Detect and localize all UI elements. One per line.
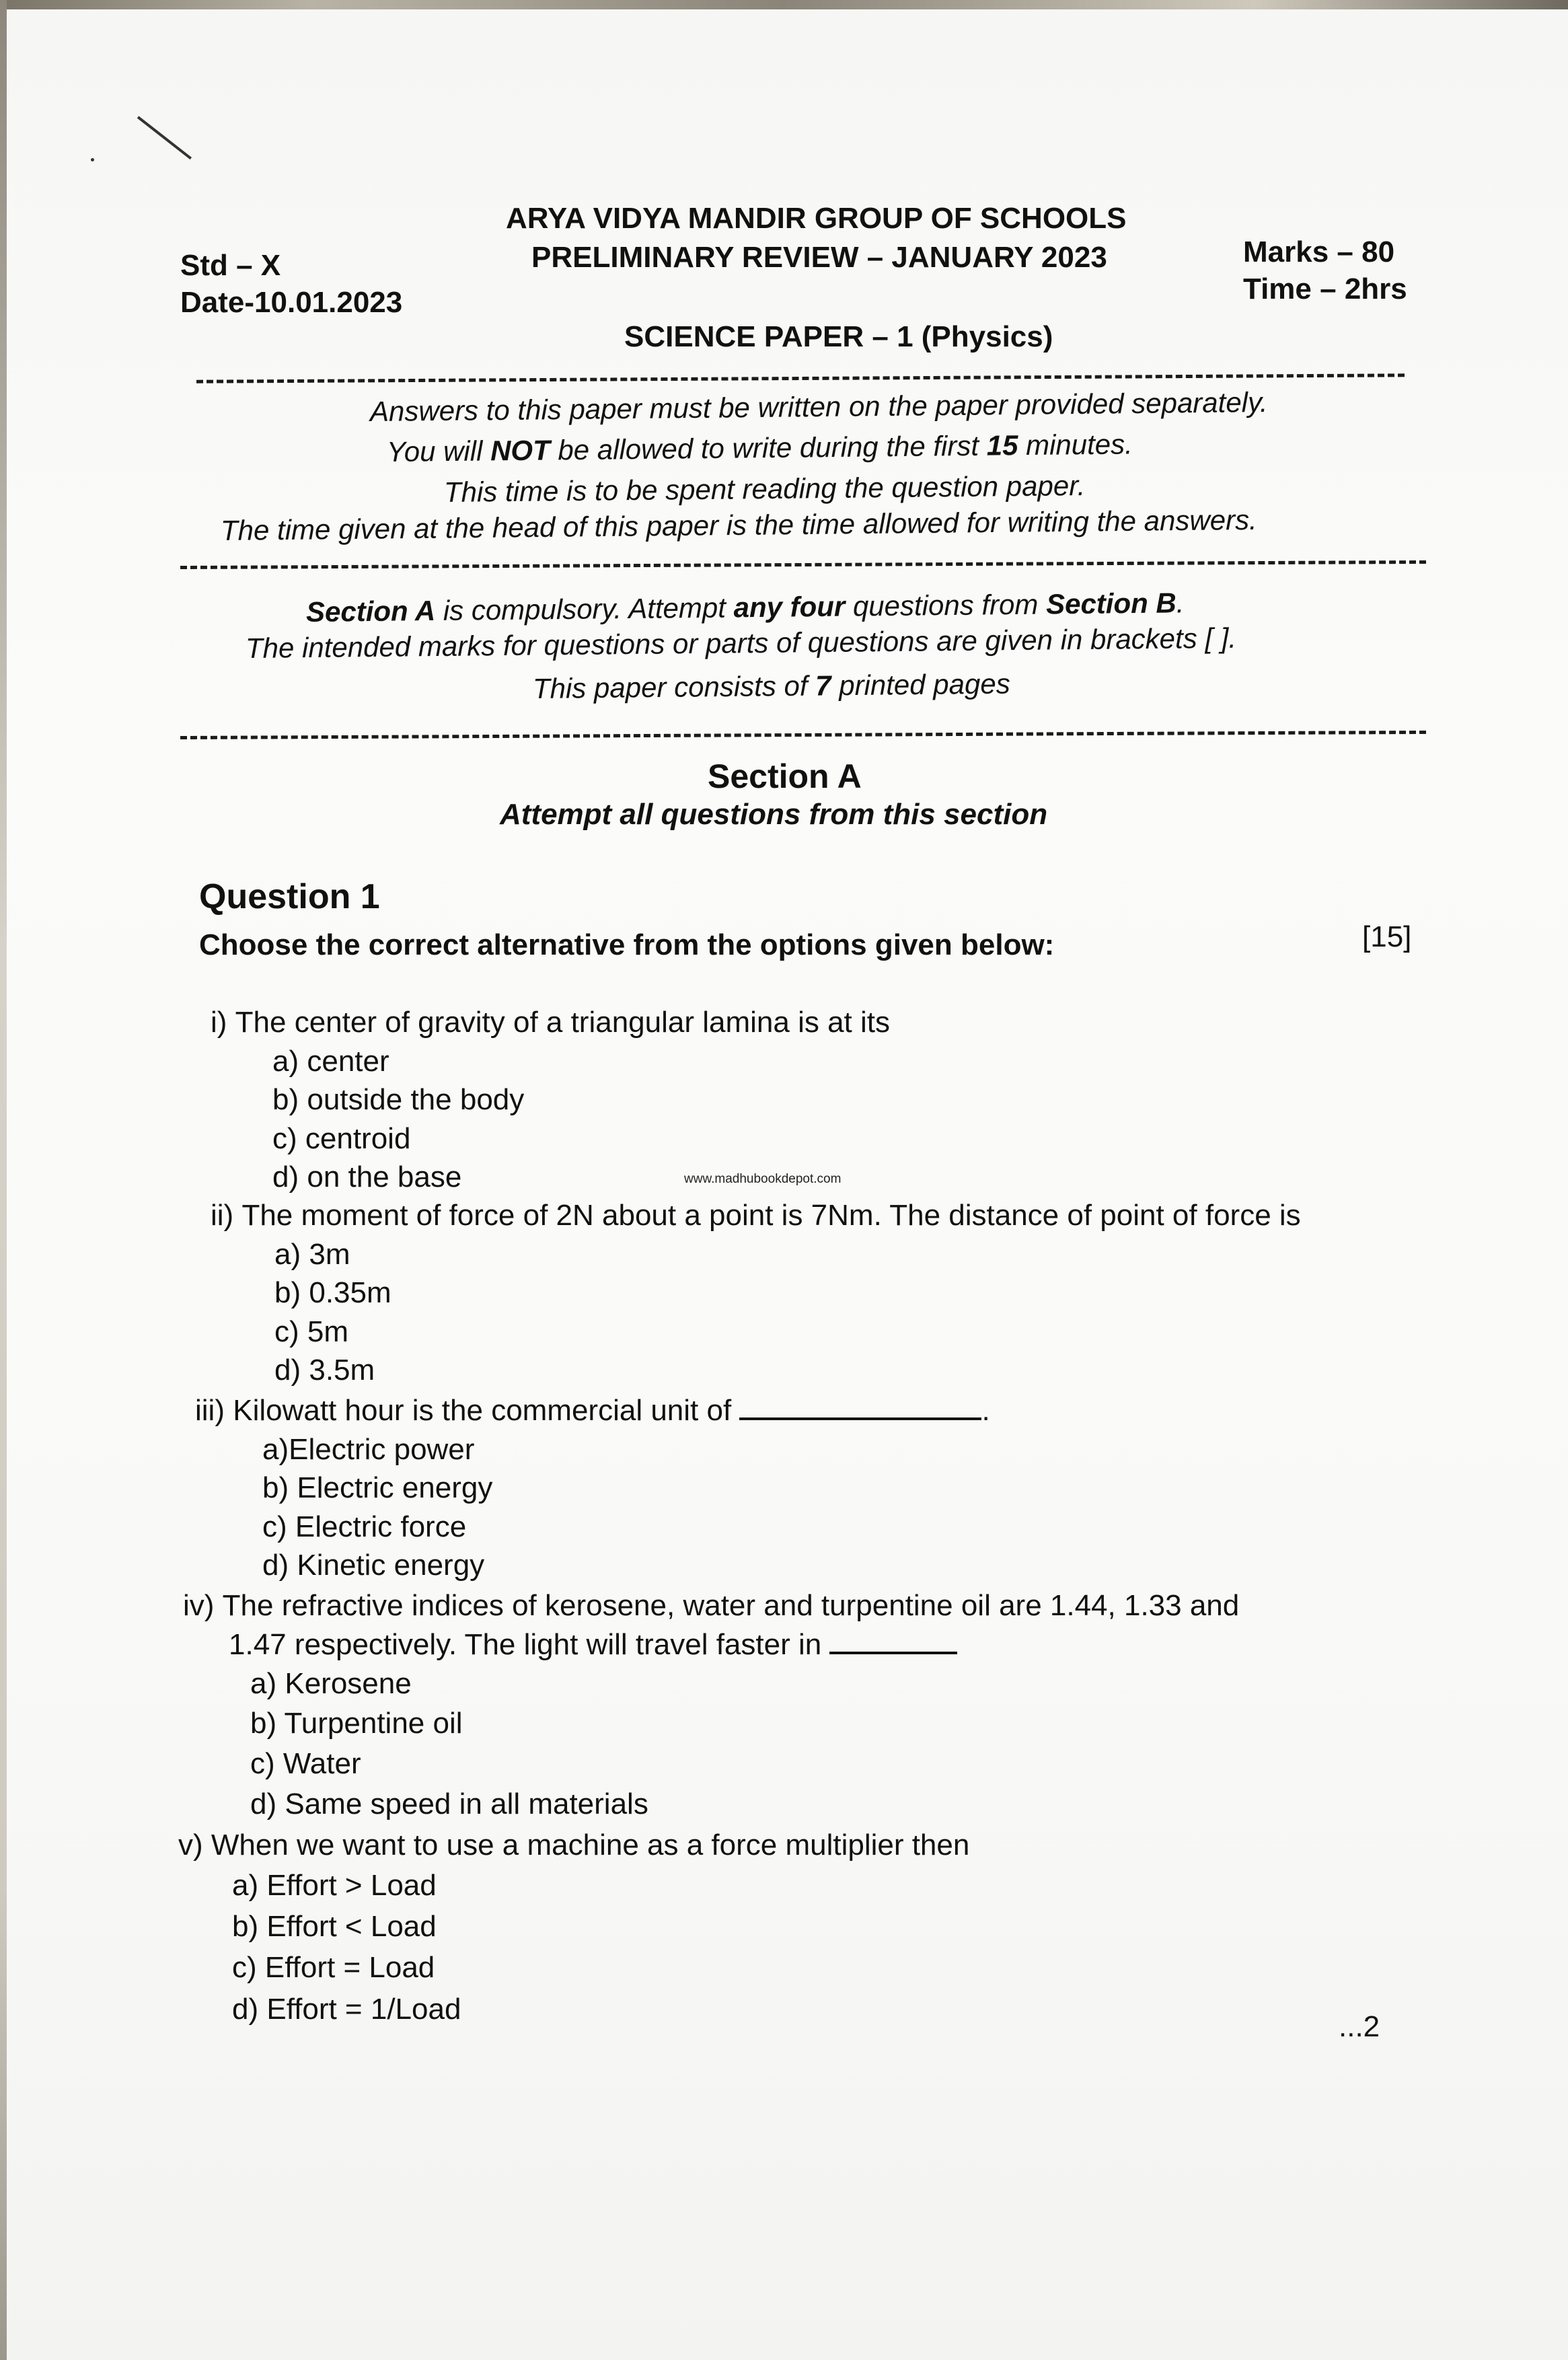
option: d) Same speed in all materials	[250, 1787, 648, 1820]
exam-date: Date-10.01.2023	[180, 286, 403, 319]
item-number: i)	[211, 1006, 227, 1039]
option: b) outside the body	[272, 1083, 525, 1116]
question-item	[178, 1829, 969, 1862]
item-suffix: .	[981, 1394, 990, 1427]
watermark-text: www.madhubookdepot.com	[684, 1172, 842, 1186]
standard-label: Std – X	[180, 249, 281, 282]
dashed-divider	[196, 373, 1405, 383]
option: b) Turpentine oil	[250, 1707, 463, 1740]
instruction-emphasis: NOT	[490, 434, 550, 467]
section-title: Section A	[708, 758, 862, 795]
item-text: The moment of force of 2N about a point is 7Nm. The distance of point of force is	[241, 1199, 1301, 1232]
item-number: v)	[178, 1829, 203, 1861]
question-marks: [15]	[1362, 920, 1412, 953]
instruction-text: You will	[386, 435, 491, 468]
school-name: ARYA VIDYA MANDIR GROUP OF SCHOOLS	[506, 202, 1127, 235]
page-edge-shadow	[0, 0, 1568, 9]
dashed-divider	[180, 731, 1426, 739]
instruction-text: questions from	[845, 588, 1047, 622]
exam-title: PRELIMINARY REVIEW – JANUARY 2023	[531, 241, 1107, 274]
instruction-emphasis: 7	[815, 669, 831, 702]
option: d) Effort = 1/Load	[232, 1993, 461, 2026]
pen-mark	[137, 116, 192, 159]
question-item	[211, 1199, 1301, 1232]
option: d) 3.5m	[274, 1354, 375, 1387]
option: a) center	[272, 1045, 389, 1078]
question-item	[195, 1394, 990, 1428]
answer-blank	[829, 1652, 957, 1654]
instruction-emphasis: Section A	[305, 594, 436, 628]
item-number: iv)	[183, 1589, 215, 1622]
option: c) Electric force	[262, 1510, 467, 1543]
total-marks: Marks – 80	[1243, 235, 1395, 268]
option: c) Effort = Load	[232, 1951, 435, 1984]
option: d) Kinetic energy	[262, 1549, 485, 1582]
option: a) Effort > Load	[232, 1869, 437, 1902]
instruction-text: be allowed to write during the first	[550, 429, 987, 466]
question-item	[183, 1589, 1239, 1623]
option: b) Electric energy	[262, 1471, 493, 1504]
instruction-text: is compulsory. Attempt	[435, 591, 734, 626]
paper-title: SCIENCE PAPER – 1 (Physics)	[624, 320, 1053, 353]
option: b) Effort < Load	[232, 1910, 437, 1943]
option: a) 3m	[274, 1238, 350, 1271]
option: a) Kerosene	[250, 1667, 412, 1700]
option: c) centroid	[272, 1122, 411, 1155]
instruction-emphasis: Section B	[1045, 587, 1177, 620]
instruction-emphasis: 15	[986, 429, 1018, 462]
question-item-continued	[229, 1628, 957, 1662]
instruction-line: This time is to be spent reading the question paper.	[443, 470, 1086, 508]
item-text: 1.47 respectively. The light will travel faster in	[229, 1628, 822, 1661]
instruction-text: .	[1176, 587, 1185, 619]
item-text: When we want to use a machine as a force multiplier then	[211, 1829, 970, 1861]
instruction-line	[387, 428, 1133, 468]
option: c) 5m	[274, 1315, 348, 1348]
option: a)Electric power	[262, 1433, 475, 1466]
page-continuation: ...2	[1339, 2010, 1380, 2043]
item-text: Kilowatt hour is the commercial unit of	[233, 1394, 732, 1427]
item-number: iii)	[195, 1394, 225, 1427]
instruction-text: This paper consists of	[532, 669, 816, 704]
instruction-line: The intended marks for questions or parts of questions are given in brackets [ ].	[245, 622, 1237, 664]
item-text: The center of gravity of a triangular lamina is at its	[235, 1006, 890, 1039]
instruction-text: minutes.	[1018, 428, 1133, 462]
instruction-text: printed pages	[831, 667, 1010, 702]
question-title: Question 1	[199, 877, 380, 916]
instruction-line: Answers to this paper must be written on the paper provided separately.	[369, 386, 1268, 427]
exam-duration: Time – 2hrs	[1243, 272, 1407, 305]
instruction-line	[533, 668, 1010, 705]
item-number: ii)	[211, 1199, 234, 1232]
pen-dot	[91, 158, 94, 161]
answer-blank	[739, 1417, 981, 1420]
item-text: The refractive indices of kerosene, water and turpentine oil are 1.44, 1.33 and	[222, 1589, 1240, 1622]
dashed-divider	[180, 560, 1426, 569]
instruction-line	[306, 587, 1185, 628]
section-subtitle: Attempt all questions from this section	[500, 798, 1048, 831]
instruction-emphasis: any four	[733, 590, 846, 624]
option: b) 0.35m	[274, 1276, 391, 1309]
option: d) on the base	[272, 1160, 462, 1193]
question-item	[211, 1006, 890, 1039]
instruction-line: The time given at the head of this paper is the time allowed for writing the answers.	[220, 503, 1257, 546]
option: c) Water	[250, 1747, 361, 1780]
page-edge-shadow-left	[0, 0, 7, 2360]
question-instruction: Choose the correct alternative from the options given below:	[199, 928, 1055, 961]
